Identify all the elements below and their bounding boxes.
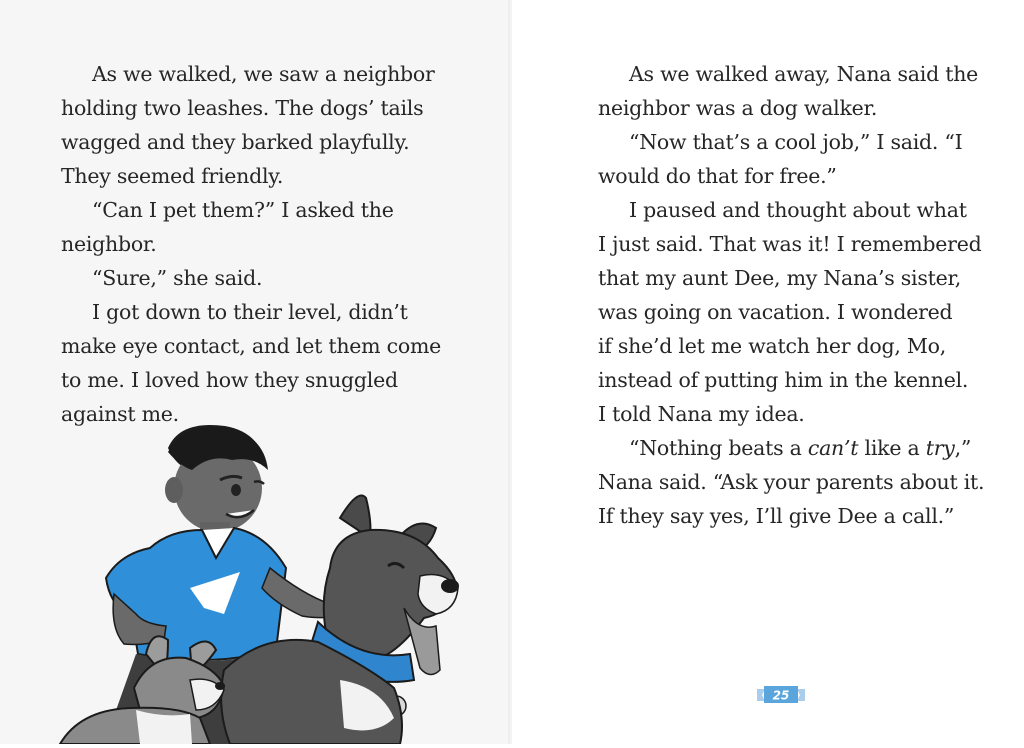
story-illustration <box>40 418 480 744</box>
emphasis-text: try <box>925 436 955 460</box>
right-paragraph-4 <box>598 431 998 533</box>
right-paragraph-3 <box>598 193 998 431</box>
text-line: Nana said. “Ask your parents about it. <box>598 470 985 494</box>
left-paragraph-3 <box>61 261 501 295</box>
right-paragraph-2 <box>598 125 998 193</box>
text-line: I got down to their level, didn’t <box>92 300 408 324</box>
left-paragraph-2 <box>61 193 501 261</box>
text-line: If they say yes, I’ll give Dee a call.” <box>598 504 955 528</box>
right-page-text <box>598 57 998 533</box>
text-line: I paused and thought about what <box>629 198 967 222</box>
text-line: wagged and they barked playfully. <box>61 130 410 154</box>
page-number: 25 <box>772 688 790 703</box>
text-line: was going on vacation. I wondered <box>598 300 953 324</box>
left-paragraph-1 <box>61 57 501 193</box>
text-line: As we walked, we saw a neighbor <box>92 62 435 86</box>
text-line: that my aunt Dee, my Nana’s sister, <box>598 266 962 290</box>
text-line: if she’d let me watch her dog, Mo, <box>598 334 947 358</box>
left-paragraph-4 <box>61 295 501 431</box>
text-run: ,” <box>954 436 972 460</box>
text-run: “Nothing beats a <box>629 436 808 460</box>
text-line: I just said. That was it! I remembered <box>598 232 982 256</box>
text-line: holding two leashes. The dogs’ tails <box>61 96 424 120</box>
page-number-badge <box>757 683 805 707</box>
text-line: neighbor was a dog walker. <box>598 96 878 120</box>
text-line: instead of putting him in the kennel. <box>598 368 969 392</box>
text-line: They seemed friendly. <box>61 164 284 188</box>
emphasis-text: can’t <box>807 436 859 460</box>
text-line: make eye contact, and let them come <box>61 334 442 358</box>
text-line: to me. I loved how they snuggled <box>61 368 398 392</box>
text-line: As we walked away, Nana said the <box>629 62 979 86</box>
text-line: “Sure,” she said. <box>92 266 263 290</box>
left-page-text <box>61 57 501 431</box>
text-line: would do that for free.” <box>598 164 837 188</box>
text-line: neighbor. <box>61 232 157 256</box>
text-run: like a <box>858 436 926 460</box>
text-line: I told Nana my idea. <box>598 402 805 426</box>
text-line: “Can I pet them?” I asked the <box>92 198 394 222</box>
text-line: “Now that’s a cool job,” I said. “I <box>629 130 963 154</box>
text-line: against me. <box>61 402 179 426</box>
right-paragraph-1 <box>598 57 998 125</box>
